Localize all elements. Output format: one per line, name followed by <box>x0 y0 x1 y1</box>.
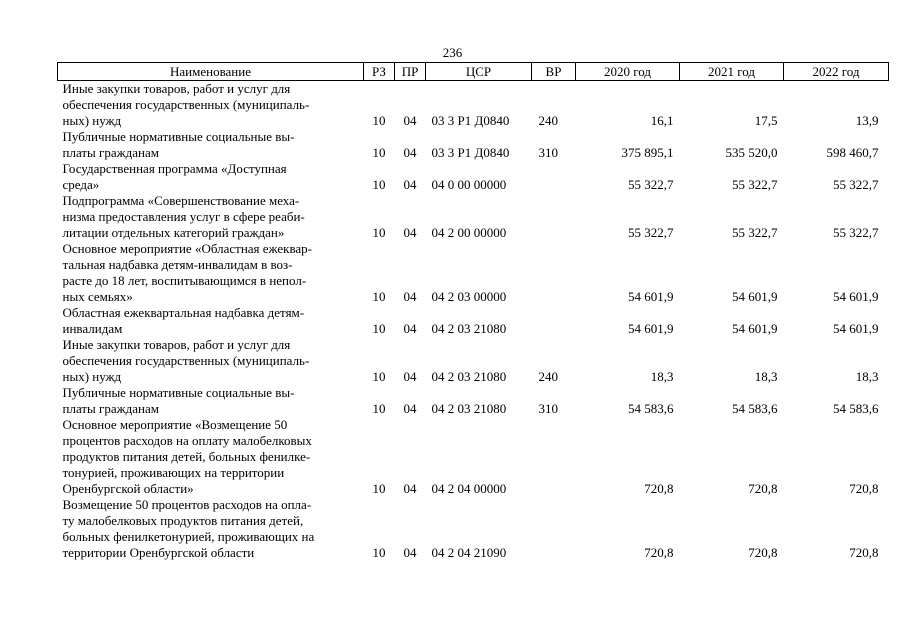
row-name-cell <box>58 337 364 385</box>
row-rz-cell: 10 <box>372 321 386 336</box>
row-name-cell <box>58 385 364 417</box>
table-row <box>58 417 889 497</box>
row-name-line: тонурией, проживающих на территории <box>62 465 285 480</box>
column-header-csr: ЦСР <box>426 63 532 81</box>
row-vr-cell <box>532 305 576 337</box>
table-row <box>58 161 889 193</box>
row-name-line: Публичные нормативные социальные вы- <box>62 385 295 400</box>
row-rz-cell: 10 <box>372 289 386 304</box>
row-rz-cell: 10 <box>372 225 386 240</box>
row-name-line: территории Оренбургской области <box>62 545 255 560</box>
row-2022-cell: 13,9 <box>855 113 879 128</box>
row-2022-cell: 55 322,7 <box>833 225 879 240</box>
row-csr-cell: 04 2 03 21080 <box>431 321 507 336</box>
row-2022-cell: 18,3 <box>855 369 879 384</box>
row-2020-cell: 720,8 <box>644 481 674 496</box>
row-name-line: обеспечения государственных (муниципаль- <box>62 353 310 368</box>
row-name-line: литации отдельных категорий граждан» <box>62 225 285 240</box>
row-vr-cell <box>532 241 576 305</box>
row-name-line: тальная надбавка детям-инвалидам в воз- <box>62 257 293 272</box>
row-pr-cell: 04 <box>403 481 417 496</box>
row-2022-cell: 598 460,7 <box>826 145 879 160</box>
column-header-2022: 2022 год <box>784 63 889 81</box>
row-rz-cell: 10 <box>372 369 386 384</box>
table-row <box>58 305 889 337</box>
row-2021-cell: 17,5 <box>754 113 778 128</box>
row-2020-cell: 54 583,6 <box>628 401 674 416</box>
row-name-line: Государственная программа «Доступная <box>62 161 287 176</box>
row-name-line: платы гражданам <box>62 401 159 416</box>
row-name-line: Подпрограмма «Совершенствование меха- <box>62 193 300 208</box>
table-row <box>58 241 889 305</box>
row-pr-cell: 04 <box>403 369 417 384</box>
row-2021-cell: 18,3 <box>754 369 778 384</box>
row-rz-cell: 10 <box>372 401 386 416</box>
table-row <box>58 337 889 385</box>
row-2020-cell: 16,1 <box>650 113 674 128</box>
row-name-line: Основное мероприятие «Возмещение 50 <box>62 417 288 432</box>
row-name-line: Иные закупки товаров, работ и услуг для <box>62 337 291 352</box>
row-pr-cell: 04 <box>403 401 417 416</box>
row-pr-cell: 04 <box>403 289 417 304</box>
row-name-cell <box>58 193 364 241</box>
row-name-line: Возмещение 50 процентов расходов на опла- <box>62 497 312 512</box>
row-name-line: процентов расходов на оплату малобелковых <box>62 433 312 448</box>
row-vr-cell: 240 <box>538 369 558 384</box>
row-pr-cell: 04 <box>403 145 417 160</box>
row-name-line: Областная ежеквартальная надбавка детям- <box>62 305 305 320</box>
row-name-line: расте до 18 лет, воспитывающимся в непол- <box>62 273 307 288</box>
table-body <box>58 81 889 562</box>
row-name-cell <box>58 305 364 337</box>
row-2022-cell: 55 322,7 <box>833 177 879 192</box>
row-2020-cell: 720,8 <box>644 545 674 560</box>
row-name-line: продуктов питания детей, больных фенилке- <box>62 449 311 464</box>
row-name-line: Основное мероприятие «Областная ежеквар- <box>62 241 313 256</box>
row-pr-cell: 04 <box>403 321 417 336</box>
row-rz-cell: 10 <box>372 145 386 160</box>
row-vr-cell <box>532 497 576 561</box>
row-2021-cell: 535 520,0 <box>725 145 778 160</box>
row-2021-cell: 720,8 <box>748 545 778 560</box>
row-vr-cell: 310 <box>538 145 558 160</box>
table-row <box>58 129 889 161</box>
row-vr-cell <box>532 417 576 497</box>
row-name-cell <box>58 161 364 193</box>
row-name-cell <box>58 241 364 305</box>
row-2021-cell: 54 601,9 <box>732 289 778 304</box>
row-csr-cell: 04 2 03 00000 <box>431 289 507 304</box>
row-name-line: ных) нужд <box>62 369 122 384</box>
row-2021-cell: 55 322,7 <box>732 225 778 240</box>
row-csr-cell: 04 2 00 00000 <box>431 225 507 240</box>
row-2020-cell: 55 322,7 <box>628 225 674 240</box>
row-2020-cell: 18,3 <box>650 369 674 384</box>
page-number: 236 <box>442 45 463 60</box>
row-2022-cell: 54 601,9 <box>833 289 879 304</box>
row-name-cell <box>58 81 364 130</box>
table-row <box>58 81 889 130</box>
budget-table <box>57 62 889 561</box>
column-header-2020: 2020 год <box>576 63 680 81</box>
row-name-line: среда» <box>62 177 100 192</box>
row-name-line: низма предоставления услуг в сфере реаби- <box>62 209 305 224</box>
row-csr-cell: 03 3 P1 Д0840 <box>431 113 510 128</box>
row-vr-cell <box>532 193 576 241</box>
row-name-line: Иные закупки товаров, работ и услуг для <box>62 81 291 96</box>
row-pr-cell: 04 <box>403 545 417 560</box>
row-vr-cell: 310 <box>538 401 558 416</box>
row-2021-cell: 54 601,9 <box>732 321 778 336</box>
row-2021-cell: 55 322,7 <box>732 177 778 192</box>
row-csr-cell: 04 2 04 21090 <box>431 545 507 560</box>
row-vr-cell <box>532 161 576 193</box>
row-name-cell <box>58 129 364 161</box>
row-vr-cell: 240 <box>538 113 558 128</box>
row-2022-cell: 54 601,9 <box>833 321 879 336</box>
column-header-rz: РЗ <box>364 63 395 81</box>
column-header-name: Наименование <box>58 63 364 81</box>
column-header-pr: ПР <box>395 63 426 81</box>
row-name-line: инвалидам <box>62 321 123 336</box>
row-name-line: Оренбургской области» <box>62 481 194 496</box>
table-row <box>58 385 889 417</box>
row-csr-cell: 04 0 00 00000 <box>431 177 507 192</box>
row-rz-cell: 10 <box>372 113 386 128</box>
row-2020-cell: 54 601,9 <box>628 289 674 304</box>
row-csr-cell: 04 2 03 21080 <box>431 401 507 416</box>
row-name-cell <box>58 497 364 561</box>
row-name-line: обеспечения государственных (муниципаль- <box>62 97 310 112</box>
row-pr-cell: 04 <box>403 177 417 192</box>
column-header-2021: 2021 год <box>680 63 784 81</box>
row-name-line: ту малобелковых продуктов питания детей, <box>62 513 304 528</box>
row-name-cell <box>58 417 364 497</box>
row-name-line: больных фенилкетонурией, проживающих на <box>62 529 315 544</box>
row-name-line: платы гражданам <box>62 145 159 160</box>
row-pr-cell: 04 <box>403 113 417 128</box>
row-rz-cell: 10 <box>372 481 386 496</box>
row-rz-cell: 10 <box>372 177 386 192</box>
row-csr-cell: 03 3 P1 Д0840 <box>431 145 510 160</box>
row-name-line: ных семьях» <box>62 289 133 304</box>
row-name-line: Публичные нормативные социальные вы- <box>62 129 295 144</box>
row-2021-cell: 720,8 <box>748 481 778 496</box>
column-header-vr: ВР <box>532 63 576 81</box>
row-2020-cell: 54 601,9 <box>628 321 674 336</box>
row-name-line: ных) нужд <box>62 113 122 128</box>
row-pr-cell: 04 <box>403 225 417 240</box>
row-2020-cell: 55 322,7 <box>628 177 674 192</box>
row-2022-cell: 54 583,6 <box>833 401 879 416</box>
row-rz-cell: 10 <box>372 545 386 560</box>
table-row <box>58 193 889 241</box>
table-header-row <box>58 63 889 81</box>
row-csr-cell: 04 2 03 21080 <box>431 369 507 384</box>
row-csr-cell: 04 2 04 00000 <box>431 481 507 496</box>
row-2020-cell: 375 895,1 <box>621 145 674 160</box>
row-2022-cell: 720,8 <box>849 545 879 560</box>
row-2021-cell: 54 583,6 <box>732 401 778 416</box>
row-2022-cell: 720,8 <box>849 481 879 496</box>
table-row <box>58 497 889 561</box>
